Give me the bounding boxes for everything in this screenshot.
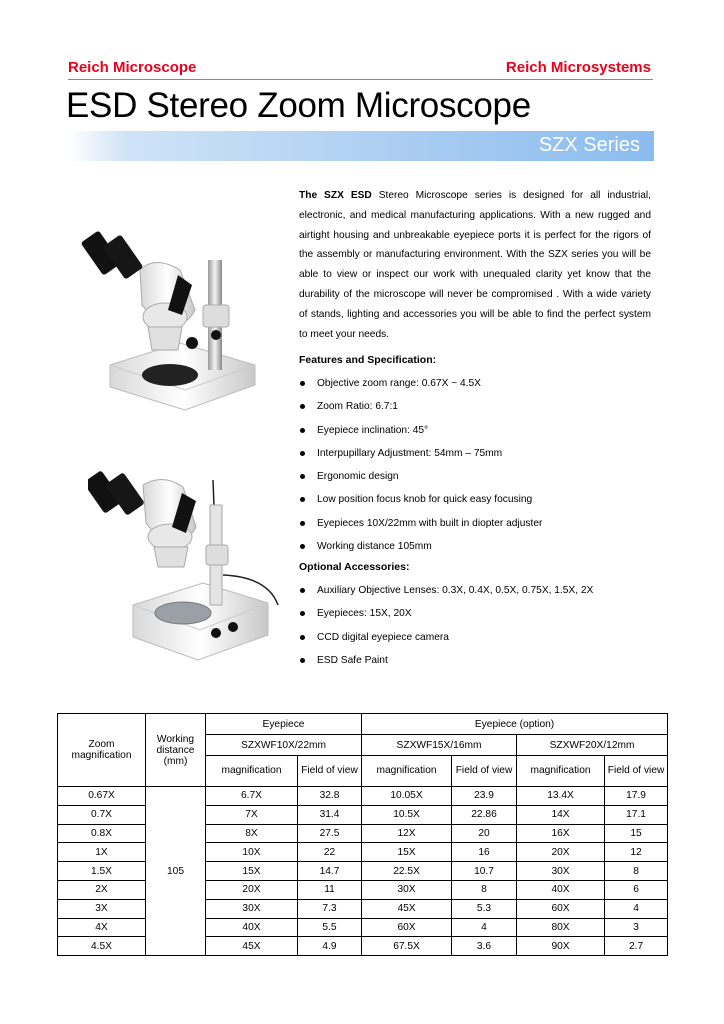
bullet-icon [300, 635, 305, 640]
table-cell: 10.05X [362, 787, 452, 806]
list-item-text: ESD Safe Paint [317, 654, 388, 666]
table-row [58, 824, 668, 843]
bullet-icon [300, 451, 305, 456]
table-cell: 12X [362, 824, 452, 843]
table-cell: 60X [362, 918, 452, 937]
specification-table [57, 713, 668, 956]
bullet-icon [300, 497, 305, 502]
table-cell: 67.5X [362, 937, 452, 956]
table-cell: 5.3 [452, 899, 517, 918]
table-cell: 14.7 [298, 862, 362, 881]
table-cell: 16X [517, 824, 605, 843]
field-of-view-header: Field of view [298, 756, 362, 787]
table-cell: 2X [58, 880, 146, 899]
eyepiece-model-header: SZXWF20X/12mm [517, 735, 668, 756]
table-cell: 6 [605, 880, 668, 899]
list-item [299, 376, 542, 399]
table-row [58, 843, 668, 862]
table-cell: 2.7 [605, 937, 668, 956]
table-body [58, 787, 668, 956]
table-cell: 0.8X [58, 824, 146, 843]
table-cell: 8X [206, 824, 298, 843]
list-item-text: Working distance 105mm [317, 541, 432, 553]
table-cell: 4X [58, 918, 146, 937]
table-row [58, 918, 668, 937]
header-right-brand: Reich Microsystems [505, 59, 651, 76]
magnification-header: magnification [517, 756, 605, 787]
table-cell: 31.4 [298, 805, 362, 824]
list-item-text: Interpupillary Adjustment: 54mm – 75mm [317, 447, 503, 459]
table-cell: 20X [206, 880, 298, 899]
list-item [299, 423, 542, 446]
table-cell: 22.5X [362, 862, 452, 881]
table-cell: 4 [452, 918, 517, 937]
bullet-icon [300, 381, 305, 386]
bullet-icon [300, 588, 305, 593]
list-item-text: Ergonomic design [317, 471, 399, 483]
table-cell: 22 [298, 843, 362, 862]
table-cell: 8 [452, 880, 517, 899]
list-item-text: Eyepieces 10X/22mm with built in diopter adjuster [317, 517, 543, 529]
bullet-icon [300, 428, 305, 433]
working-distance-header: Working distance (mm) [146, 714, 206, 787]
table-row [58, 787, 668, 806]
series-label: SZX Series [538, 134, 640, 156]
table-cell: 30X [517, 862, 605, 881]
header-left-brand: Reich Microscope [68, 59, 197, 76]
table-cell: 0.7X [58, 805, 146, 824]
table-cell: 30X [206, 899, 298, 918]
list-item-text: Auxiliary Objective Lenses: 0.3X, 0.4X, 0.5X, 0.75X, 1.5X, 2X [317, 585, 594, 596]
table-cell: 16 [452, 843, 517, 862]
zoom-header: Zoom magnification [58, 714, 146, 787]
table-cell: 45X [362, 899, 452, 918]
table-row [58, 862, 668, 881]
list-item-text: Eyepiece inclination: 45° [317, 424, 429, 436]
table-cell: 3 [605, 918, 668, 937]
microscope-image-illuminated-stand [88, 465, 288, 665]
table-cell: 32.8 [298, 787, 362, 806]
list-item [299, 606, 593, 629]
table-cell: 7X [206, 805, 298, 824]
table-cell: 15X [206, 862, 298, 881]
table-cell: 27.5 [298, 824, 362, 843]
table-cell: 17.9 [605, 787, 668, 806]
working-distance-cell [146, 824, 206, 843]
table-cell: 20X [517, 843, 605, 862]
accessories-list [299, 583, 593, 676]
table-cell: 45X [206, 937, 298, 956]
list-item-text: Eyepieces: 15X, 20X [317, 608, 412, 620]
list-item [299, 653, 593, 676]
table-cell: 40X [517, 880, 605, 899]
working-distance-cell [146, 880, 206, 899]
bullet-icon [300, 658, 305, 663]
eyepiece-model-header: SZXWF10X/22mm [206, 735, 362, 756]
table-cell: 23.9 [452, 787, 517, 806]
working-distance-cell [146, 899, 206, 918]
table-row [58, 899, 668, 918]
features-heading: Features and Specification: [299, 354, 437, 366]
table-cell: 0.67X [58, 787, 146, 806]
bullet-icon [300, 611, 305, 616]
bullet-icon [300, 544, 305, 549]
table-cell: 60X [517, 899, 605, 918]
list-item [299, 630, 593, 653]
table-cell: 4 [605, 899, 668, 918]
table-row [58, 937, 668, 956]
intro-paragraph [299, 186, 651, 344]
table-cell: 1.5X [58, 862, 146, 881]
page-title: ESD Stereo Zoom Microscope [66, 86, 531, 125]
table-cell: 6.7X [206, 787, 298, 806]
table-cell: 17.1 [605, 805, 668, 824]
eyepiece-option-header: Eyepiece (option) [362, 714, 668, 735]
table-cell: 11 [298, 880, 362, 899]
bullet-icon [300, 521, 305, 526]
eyepiece-model-header: SZXWF15X/16mm [362, 735, 517, 756]
list-item [299, 492, 542, 515]
intro-text: Stereo Microscope series is designed for all industrial, electronic, and medical manufacturing applications. With a new rugged and airtight housing and unbreakable eyepiece ports it is perfect for the rigors of the assembly or manufacturing environment. With the SZX series you will be able to view or inspect our work with unequaled clarity yet know that the durability of the microscope will never be compromised . With a wide variety of stands, lighting and accessories you will be able to find the perfect system to meet your needs. [299, 190, 651, 340]
list-item-text: Zoom Ratio: 6.7:1 [317, 401, 398, 413]
table-row [58, 880, 668, 899]
working-distance-cell: 105 [146, 862, 206, 881]
table-cell: 3X [58, 899, 146, 918]
table-cell: 80X [517, 918, 605, 937]
list-item [299, 469, 542, 492]
accessories-heading: Optional Accessories: [299, 561, 410, 573]
list-item [299, 539, 542, 562]
table-cell: 3.6 [452, 937, 517, 956]
table-cell: 8 [605, 862, 668, 881]
table-cell: 4.9 [298, 937, 362, 956]
list-item [299, 446, 542, 469]
table-cell: 30X [362, 880, 452, 899]
eyepiece-header: Eyepiece [206, 714, 362, 735]
microscope-image-pillar-stand [70, 215, 270, 415]
table-cell: 90X [517, 937, 605, 956]
bullet-icon [300, 404, 305, 409]
table-cell: 5.5 [298, 918, 362, 937]
working-distance-cell [146, 843, 206, 862]
series-banner [68, 131, 654, 161]
list-item-text: Low position focus knob for quick easy focusing [317, 494, 533, 506]
header-divider [68, 79, 653, 80]
intro-bold-lead: The SZX ESD [299, 190, 372, 201]
field-of-view-header: Field of view [452, 756, 517, 787]
list-item-text: CCD digital eyepiece camera [317, 631, 449, 643]
table-cell: 20 [452, 824, 517, 843]
features-list [299, 376, 542, 562]
magnification-header: magnification [362, 756, 452, 787]
working-distance-cell [146, 805, 206, 824]
field-of-view-header: Field of view [605, 756, 668, 787]
table-cell: 10X [206, 843, 298, 862]
table-cell: 10.7 [452, 862, 517, 881]
working-distance-cell [146, 918, 206, 937]
table-cell: 1X [58, 843, 146, 862]
bullet-icon [300, 474, 305, 479]
table-cell: 22.86 [452, 805, 517, 824]
table-cell: 14X [517, 805, 605, 824]
table-cell: 13.4X [517, 787, 605, 806]
list-item-text: Objective zoom range: 0.67X ~ 4.5X [317, 378, 481, 389]
list-item [299, 583, 593, 606]
table-cell: 15 [605, 824, 668, 843]
table-row [58, 805, 668, 824]
table-cell: 10.5X [362, 805, 452, 824]
table-cell: 15X [362, 843, 452, 862]
table-cell: 4.5X [58, 937, 146, 956]
list-item [299, 399, 542, 422]
table-cell: 40X [206, 918, 298, 937]
table-cell: 7.3 [298, 899, 362, 918]
table-cell: 12 [605, 843, 668, 862]
working-distance-cell [146, 787, 206, 806]
magnification-header: magnification [206, 756, 298, 787]
working-distance-cell [146, 937, 206, 956]
list-item [299, 516, 542, 539]
